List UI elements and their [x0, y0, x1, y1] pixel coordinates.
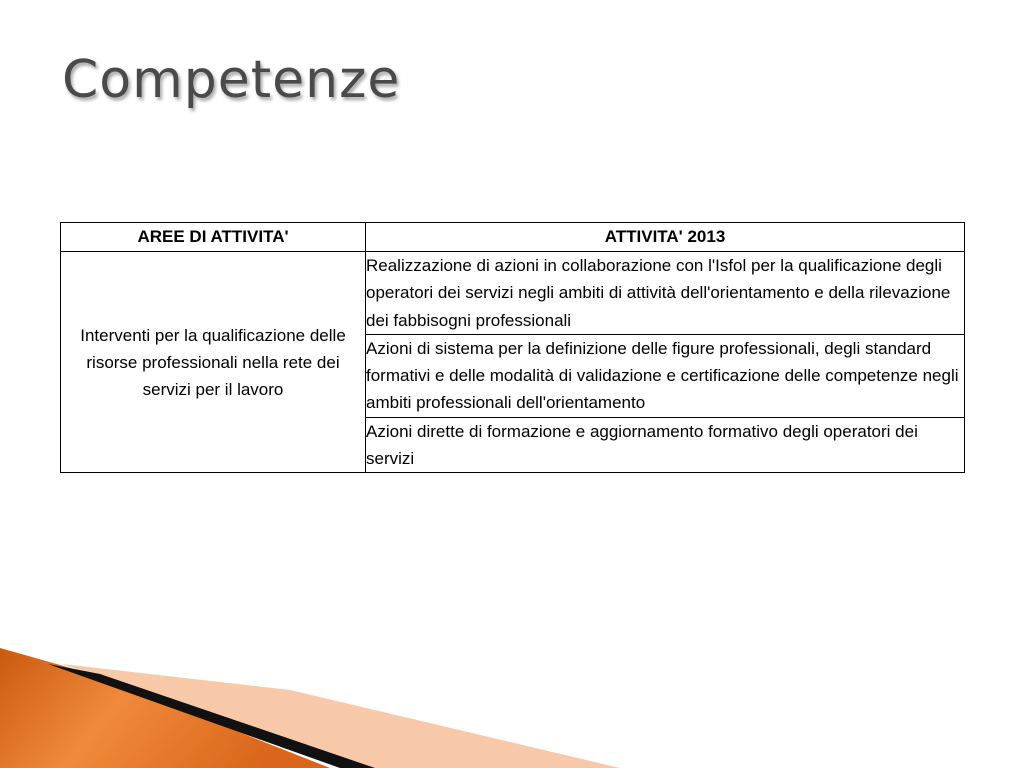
area-cell: Interventi per la qualificazione delle risorse professionali nella rete dei servizi per il lavoro: [61, 252, 366, 473]
header-aree-di-attivita: AREE DI ATTIVITA': [61, 223, 366, 252]
activity-cell-1: Realizzazione di azioni in collaborazione con l'Isfol per la qualificazione degli operatori dei servizi negli ambiti di attività dell'orientamento e della rilevazione dei fabbisogni professionali: [366, 252, 965, 335]
activity-cell-3: Azioni dirette di formazione e aggiornamento formativo degli operatori dei servizi: [366, 417, 965, 473]
header-attivita-2013: ATTIVITA' 2013: [366, 223, 965, 252]
activity-cell-2: Azioni di sistema per la definizione delle figure professionali, degli standard formativi e delle modalità di validazione e certificazione delle competenze negli ambiti professionali dell'orientamento: [366, 334, 965, 417]
slide-title: Competenze: [62, 50, 401, 110]
